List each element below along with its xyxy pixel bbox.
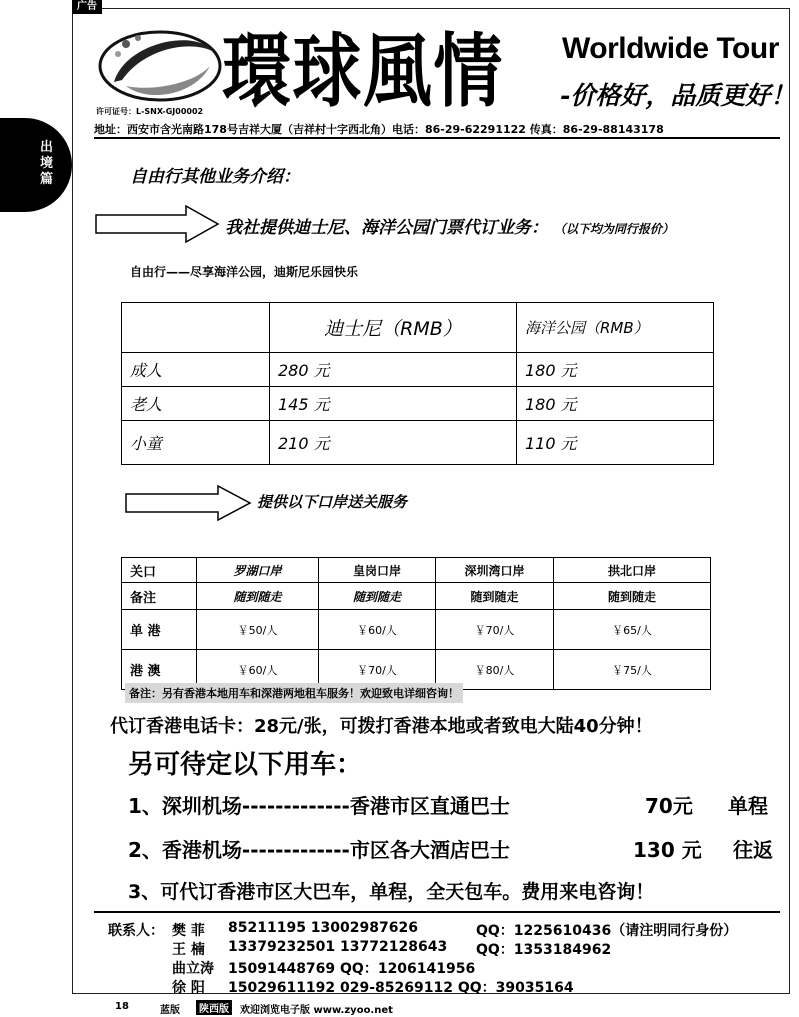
side-tab-label: 出境篇 (40, 140, 54, 187)
side-tab (0, 118, 72, 212)
car-item-type: 往返 (733, 838, 773, 862)
column-header-ocean-park: 海洋公园（RMB） (517, 303, 714, 353)
price-cell: ￥80/人 (436, 650, 554, 690)
port-gongbei: 拱北口岸 (554, 558, 711, 583)
contact-name: 徐 阳 (172, 980, 205, 996)
ocean-price: 180 元 (517, 353, 714, 387)
car-rental-title: 另可待定以下用车： (128, 750, 363, 780)
contact-phones: 15029611192 029-85269112 QQ：39035164 (228, 980, 574, 996)
page-number: 18 (115, 1001, 129, 1012)
header-divider (94, 137, 780, 139)
contacts-divider (94, 911, 780, 913)
contact-name: 曲立涛 (172, 961, 214, 977)
table-header-row (122, 303, 714, 353)
table-header-row (122, 558, 711, 583)
remark-value: 随到随走 (319, 583, 436, 610)
arrow-right-icon (124, 484, 254, 522)
contact-phones: 15091448769 QQ：1206141956 (228, 961, 476, 977)
contact-phones: 13379232501 13772128643 (228, 939, 448, 955)
contact-name: 王 楠 (172, 942, 205, 958)
border-service-heading: 提供以下口岸送关服务 (257, 493, 408, 511)
remark-value: 随到随走 (197, 583, 319, 610)
price-cell: ￥70/人 (436, 610, 554, 650)
license-number: 许可证号：L-SNX-GJ00002 (96, 107, 204, 116)
disney-price: 210 元 (270, 421, 517, 465)
contact-name: 樊 菲 (172, 923, 205, 939)
route-label: 港 澳 (122, 650, 197, 690)
port-label: 关口 (122, 558, 197, 583)
port-shenzhen-bay: 深圳湾口岸 (436, 558, 554, 583)
contact-phones: 85211195 13002987626 (228, 920, 418, 936)
table-cell (122, 303, 270, 353)
car-item-type: 单程 (728, 794, 768, 818)
car-item-route: 2、香港机场-------------市区各大酒店巴士 (128, 838, 510, 862)
brand-name-en: Worldwide Tour (562, 32, 779, 65)
ocean-price: 110 元 (517, 421, 714, 465)
contact-qq: QQ：1225610436（请注明同行身份） (476, 923, 738, 939)
address-line: 地址：西安市含光南路178号吉祥大厦（吉祥村十字西北角）电话：86-29-62291122 传真：86-29-88143178 (94, 123, 664, 136)
park-subtitle: 自由行——尽享海洋公园，迪斯尼乐园快乐 (130, 265, 359, 279)
price-cell: ￥75/人 (554, 650, 711, 690)
table-row (122, 421, 714, 465)
edition-label: 蓝版 (160, 1005, 180, 1016)
phone-card-offer: 代订香港电话卡：28元/张，可拨打香港本地或者致电大陆40分钟！ (110, 716, 653, 737)
car-item-price: 130 元 (633, 838, 702, 862)
arrow-right-icon (94, 204, 222, 244)
price-cell: ￥60/人 (319, 610, 436, 650)
contacts-label: 联系人： (108, 923, 164, 939)
logo-swoosh-icon (96, 22, 224, 106)
route-label: 单 港 (122, 610, 197, 650)
table-row (122, 353, 714, 387)
park-ticket-note: （以下均为同行报价） (553, 222, 674, 236)
price-cell: ￥65/人 (554, 610, 711, 650)
price-cell: ￥60/人 (197, 650, 319, 690)
disney-price: 145 元 (270, 387, 517, 421)
column-header-disney: 迪士尼（RMB） (270, 303, 517, 353)
park-price-table (121, 302, 714, 465)
footer-link[interactable]: 欢迎浏览电子版 www.zyoo.net (240, 1005, 393, 1016)
car-item-route: 1、深圳机场-------------香港市区直通巴士 (128, 794, 510, 818)
price-cell: ￥50/人 (197, 610, 319, 650)
car-item-3: 3、可代订香港市区大巴车，单程，全天包车。费用来电咨询！ (128, 881, 655, 903)
car-item-price: 70元 (645, 794, 693, 818)
price-cell: ￥70/人 (319, 650, 436, 690)
table-row (122, 610, 711, 650)
border-crossing-table (121, 557, 711, 690)
service-note: 备注：另有香港本地用车和深港两地租车服务！欢迎致电详细咨询！ (125, 683, 463, 703)
park-ticket-heading-text: 我社提供迪士尼、海洋公园门票代订业务： (225, 218, 548, 238)
remark-value: 随到随走 (554, 583, 711, 610)
table-row (122, 387, 714, 421)
edition-brand: 陕西版 (196, 1000, 232, 1015)
remark-label: 备注 (122, 583, 197, 610)
ad-tag: 广告 (72, 0, 102, 14)
row-label: 小童 (122, 421, 270, 465)
table-row (122, 583, 711, 610)
disney-price: 280 元 (270, 353, 517, 387)
row-label: 老人 (122, 387, 270, 421)
port-huanggang: 皇岗口岸 (319, 558, 436, 583)
remark-value: 随到随走 (436, 583, 554, 610)
contact-qq: QQ：1353184962 (476, 942, 612, 958)
port-luohu: 罗湖口岸 (197, 558, 319, 583)
slogan: -价格好，品质更好！ (560, 81, 796, 110)
park-ticket-heading (225, 213, 674, 238)
row-label: 成人 (122, 353, 270, 387)
section-title: 自由行其他业务介绍： (130, 167, 300, 187)
brand-name-cn: 環球風情 (222, 24, 505, 118)
ocean-price: 180 元 (517, 387, 714, 421)
